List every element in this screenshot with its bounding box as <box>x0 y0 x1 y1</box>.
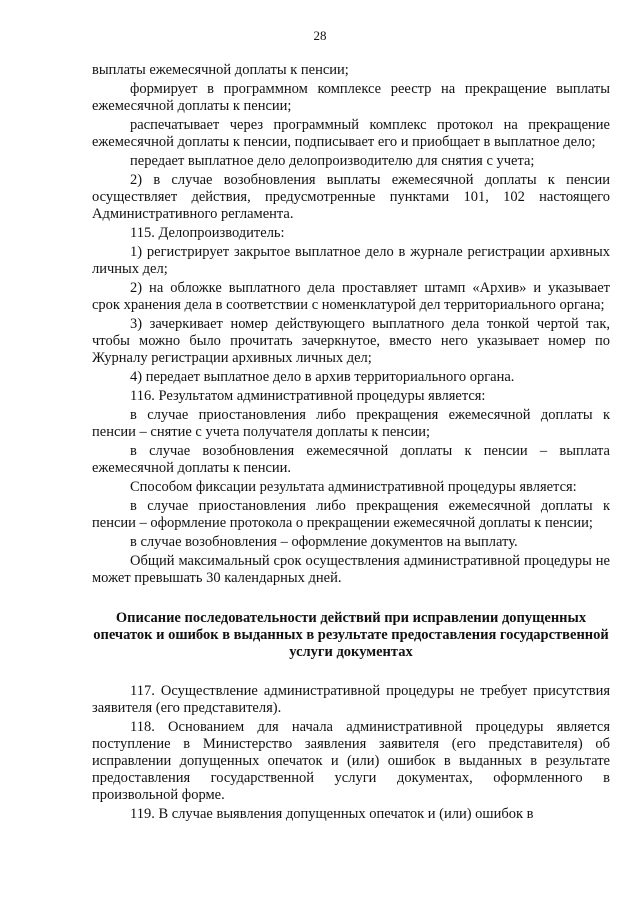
paragraph: Общий максимальный срок осуществления административной процедуры не может превышать 30 календарных дней. <box>92 553 610 586</box>
paragraph: 3) зачеркивает номер действующего выплатного дела тонкой чертой так, чтобы можно было прочитать зачеркнутое, вместо него указывает номер по Журналу регистрации архивных личных дел; <box>92 316 610 366</box>
paragraph: 4) передает выплатное дело в архив территориального органа. <box>130 369 515 385</box>
paragraph: в случае возобновления ежемесячной доплаты к пенсии – выплата ежемесячной доплаты к пенсии. <box>92 443 610 476</box>
paragraph: 1) регистрирует закрытое выплатное дело в журнале регистрации архивных личных дел; <box>92 244 610 277</box>
paragraph: в случае приостановления либо прекращения ежемесячной доплаты к пенсии – оформление протокола о прекращении ежемесячной доплаты к пенсии; <box>92 498 610 531</box>
paragraph: 2) на обложке выплатного дела проставляет штамп «Архив» и указывает срок хранения дела в соответствии с номенклатурой дел территориального органа; <box>92 280 610 313</box>
paragraph: 116. Результатом административной процедуры является: <box>130 388 486 404</box>
paragraph: 2) в случае возобновления выплаты ежемесячной доплаты к пенсии осуществляет действия, предусмотренные пунктами 101, 102 настоящего Административного регламента. <box>92 172 610 222</box>
paragraph: распечатывает через программный комплекс протокол на прекращение ежемесячной доплаты к пенсии, подписывает его и приобщает в выплатное дело; <box>92 117 610 150</box>
paragraph: передает выплатное дело делопроизводителю для снятия с учета; <box>130 153 535 169</box>
paragraph: 117. Осуществление административной процедуры не требует присутствия заявителя (его представителя). <box>92 683 610 716</box>
paragraph: формирует в программном комплексе реестр на прекращение выплаты ежемесячной доплаты к пенсии; <box>92 81 610 114</box>
paragraph: 118. Основанием для начала административной процедуры является поступление в Министерство заявления заявителя (его представителя) об исправлении допущенных опечаток и (или) ошибок в выданных в результате предоставления государственной услуги документах, оформленного в произвольной форме. <box>92 719 610 803</box>
paragraph: 119. В случае выявления допущенных опечаток и (или) ошибок в <box>130 806 534 822</box>
paragraph: выплаты ежемесячной доплаты к пенсии; <box>92 62 349 78</box>
document-body <box>92 60 610 823</box>
procedure-steps-section <box>92 62 610 587</box>
paragraph: 115. Делопроизводитель: <box>130 225 285 241</box>
paragraph: в случае приостановления либо прекращения ежемесячной доплаты к пенсии – снятие с учета получателя доплаты к пенсии; <box>92 407 610 440</box>
error-correction-section <box>92 683 610 823</box>
section-heading: Описание последовательности действий при исправлении допущенных опечаток и ошибок в выданных в результате предоставления государственной услуги документах <box>93 610 609 660</box>
paragraph: Способом фиксации результата административной процедуры является: <box>130 479 577 495</box>
page-number: 28 <box>313 28 327 43</box>
paragraph: в случае возобновления – оформление документов на выплату. <box>130 534 518 550</box>
